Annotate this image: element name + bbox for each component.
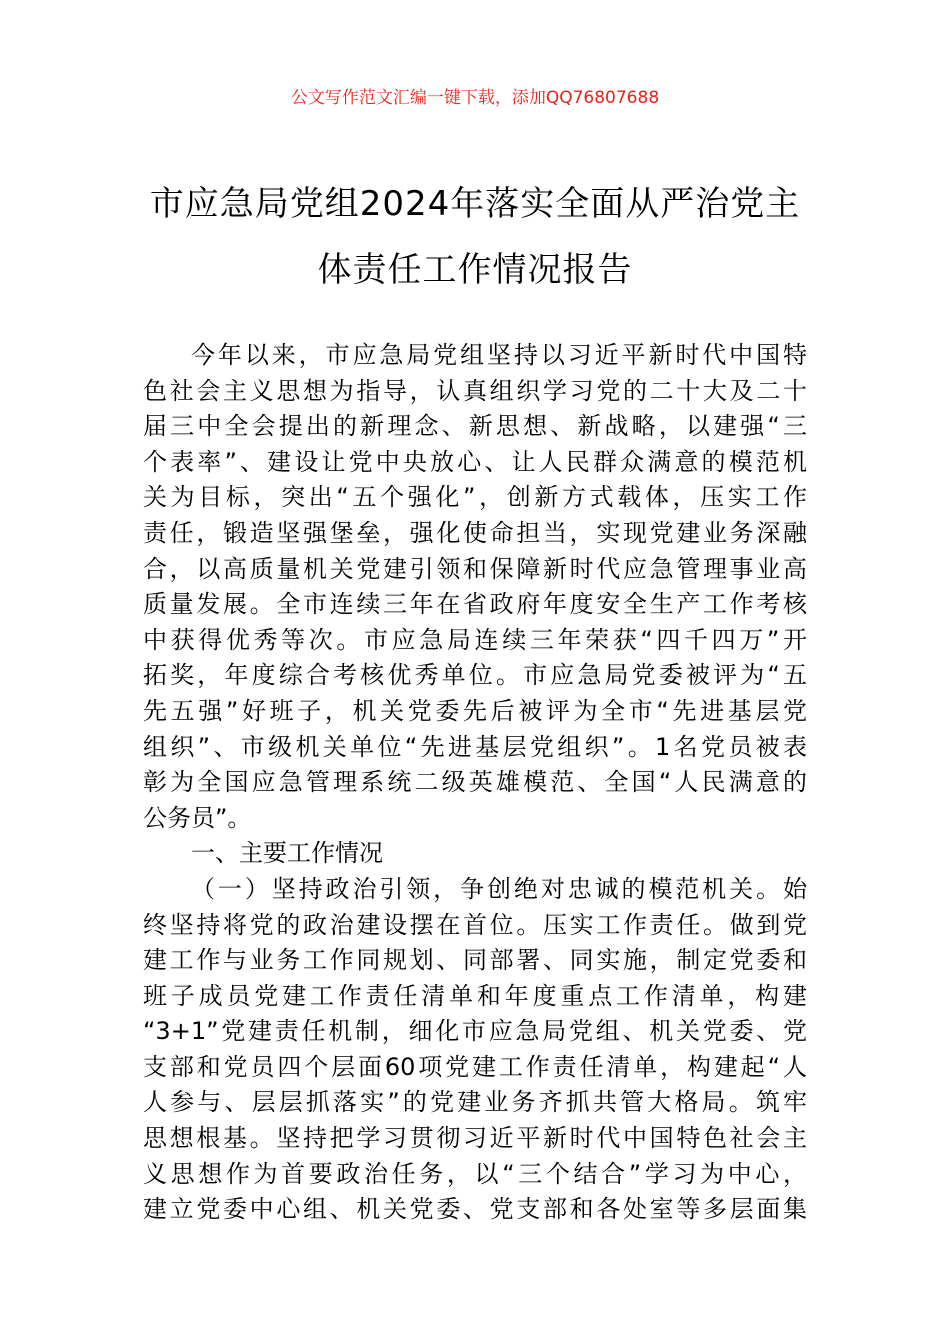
body-line: 先五强”好班子，机关党委先后被评为全市“先进基层党: [143, 696, 807, 725]
body-line: 彰为全国应急管理系统二级英雄模范、全国“人民满意的: [143, 768, 807, 797]
header-download-note: 公文写作范文汇编一键下载，添加QQ76807688: [290, 88, 660, 108]
body-line: 班子成员党建工作责任清单和年度重点工作清单，构建: [143, 981, 807, 1010]
body-line: 关为目标，突出“五个强化”，创新方式载体，压实工作: [143, 483, 807, 512]
body-line: “3+1”党建责任机制，细化市应急局党组、机关党委、党: [143, 1017, 807, 1046]
body-line: 拓奖，年度综合考核优秀单位。市应急局党委被评为“五: [143, 661, 807, 690]
body-line: 责任，锻造坚强堡垒，强化使命担当，实现党建业务深融: [143, 518, 807, 547]
body-line: 合，以高质量机关党建引领和保障新时代应急管理事业高: [143, 554, 807, 583]
document-body: [143, 338, 807, 1228]
body-line: 人参与、层层抓落实”的党建业务齐抓共管大格局。筑牢: [143, 1088, 807, 1117]
body-line: 组织”、市级机关单位“先进基层党组织”。1名党员被表: [143, 732, 807, 761]
body-line: 色社会主义思想为指导，认真组织学习党的二十大及二十: [143, 376, 807, 405]
body-line: 建工作与业务工作同规划、同部署、同实施，制定党委和: [143, 946, 807, 975]
body-line: 义思想作为首要政治任务，以“三个结合”学习为中心，: [143, 1159, 807, 1188]
document-title-line-1: 市应急局党组2024年落实全面从严治党主: [149, 184, 801, 224]
body-line: 中获得优秀等次。市应急局连续三年荣获“四千四万”开: [143, 625, 807, 654]
body-line: 个表率”、建设让党中央放心、让人民群众满意的模范机: [143, 447, 807, 476]
body-line: （一）坚持政治引领，争创绝对忠诚的模范机关。始: [191, 874, 807, 903]
body-line: 质量发展。全市连续三年在省政府年度安全生产工作考核: [143, 590, 807, 619]
body-line: 公务员”。: [143, 803, 252, 832]
body-line: 今年以来，市应急局党组坚持以习近平新时代中国特: [191, 341, 807, 369]
section-heading: 一、主要工作情况: [191, 839, 383, 868]
document-title-line-2: 体责任工作情况报告: [317, 250, 633, 290]
body-line: 建立党委中心组、机关党委、党支部和各处室等多层面集: [143, 1195, 807, 1224]
body-line: 支部和党员四个层面60项党建工作责任清单，构建起“人: [143, 1052, 807, 1081]
body-line: 终坚持将党的政治建设摆在首位。压实工作责任。做到党: [143, 910, 807, 939]
body-line: 思想根基。坚持把学习贯彻习近平新时代中国特色社会主: [143, 1124, 807, 1153]
body-line: 届三中全会提出的新理念、新思想、新战略，以建强“三: [143, 412, 807, 441]
